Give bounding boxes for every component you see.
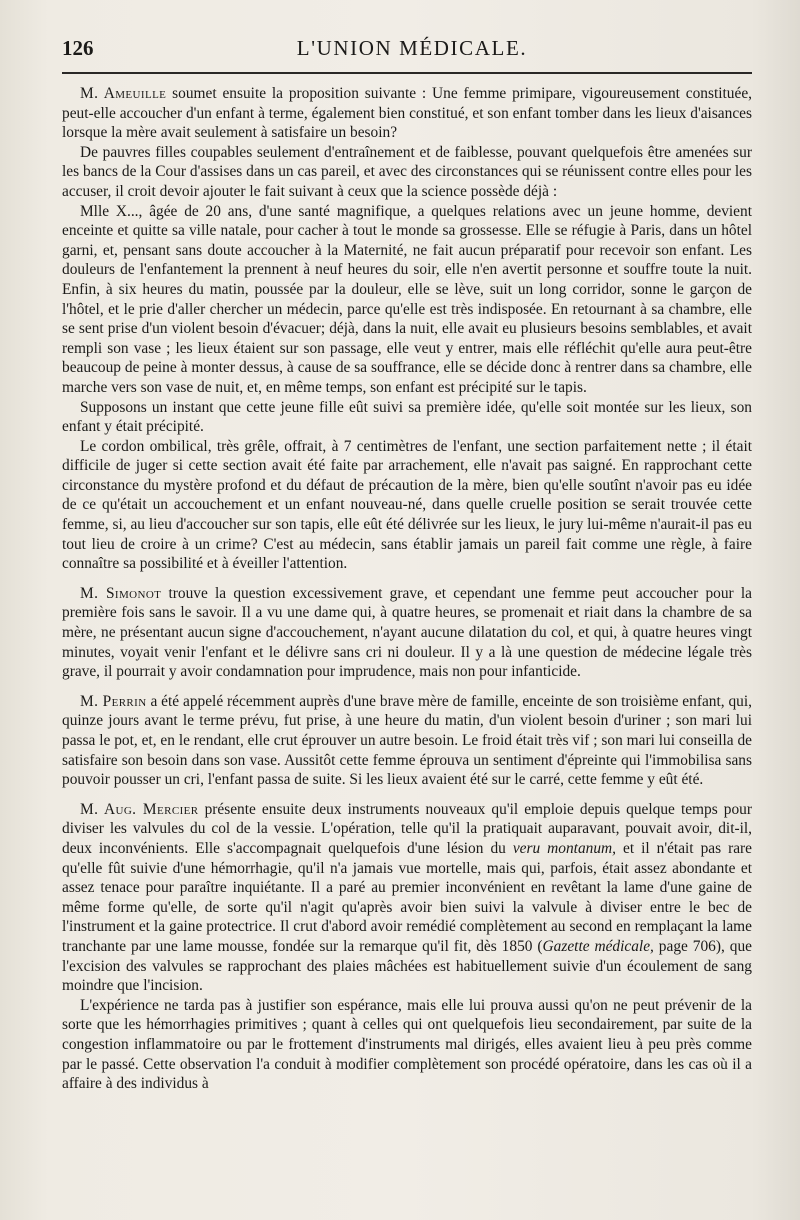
- page-number: 126: [62, 36, 94, 60]
- paragraph-text: page 706), que l'excision des valvules se rapprochant des plaies mâchées est habituellement suivie d'un écoulement de sang moindre que l'incision.: [62, 937, 752, 995]
- paragraph-simonot: [62, 584, 752, 682]
- paragraph-text-block: De pauvres filles coupables seulement d'entraînement et de faiblesse, pouvant quelquefois être amenées sur les bancs de la Cour d'assises dans un cas pareil, et avec des circonstances qui se réunissent contre elles pour les accuser, il croit devoir ajouter le fait suivant à ceux que la science possède déjà :: [62, 143, 752, 200]
- running-title: L'UNION MÉDICALE.: [296, 36, 528, 60]
- paragraph-text-block: L'expérience ne tarda pas à justifier son espérance, mais elle lui prouva aussi qu'on ne peut prévenir de la sorte que les hémorrhagies primitives ; quant à celles qui ont quelquefois lieu secondairement, par suite de la congestion inflammatoire ou par le frottement d'instruments mal dirigés, elles avaient lieu à peu près comme par le passé. Cette observation l'a conduit à modifier complètement son procédé opératoire, dans les cas où il a affaire à des individus à: [62, 996, 752, 1093]
- page-header: [62, 36, 752, 70]
- paragraph-mercier: [62, 800, 752, 996]
- paragraph-ameuille: [62, 84, 752, 143]
- paragraph-perrin: [62, 692, 752, 790]
- header-rule: [62, 72, 752, 74]
- paragraph-text: a été appelé récemment auprès d'une brave mère de famille, enceinte de son troisième enfant, qui, quinze jours avant le terme prévu, fut prise, à une heure du matin, d'un violent besoin d'uriner ; son mari lui passa le pot, et, en le rendant, elle crut éprouver un autre besoin. Le froid était très vif ; son mari lui conseilla de satisfaire son besoin dans son vase. Aussitôt cette femme éprouva un sentiment d'épreinte qui l'immobilisa sans pouvoir pousser un cri, l'enfant passa de suite. Si les lieux avaient été sur le carré, cette femme y eût été.: [62, 692, 752, 789]
- paragraph-text-block: Supposons un instant que cette jeune fille eût suivi sa première idée, qu'elle soit montée sur les lieux, son enfant y était précipité.: [62, 398, 752, 436]
- paragraph-text: trouve la question excessivement grave, et cependant une femme peut accoucher pour la première fois sans le savoir. Il a vu une dame qui, à quatre heures, se promenait et riait dans la chambre de sa mère, ne présentant aucun signe d'accouchement, n'ayant aucune dilatation du col, et qui, à quatre heures vingt minutes, voyait venir l'enfant et le délivre sans cri ni douleur. Il y a là une question de médecine légale très grave, il pourrait y avoir condamnation pour imprudence, mais non pour infanticide.: [62, 584, 752, 681]
- paragraph-text-block: Le cordon ombilical, très grêle, offrait, à 7 centimètres de l'enfant, une section parfaitement nette ; il était difficile de juger si cette section avait été faite par arrachement, elle n'avait pas saigné. En rapprochant cette circonstance du mystère profond et du défaut de précaution de la mère, bien qu'elle soutînt n'avoir pas eu idée de ce qu'était un accouchement et un enfant nouveau-né, dans quelle cruelle position se serait trouvée cette femme, si, au lieu d'accoucher sur son tapis, elle eût été délivrée sur les lieux, le jury lui-même n'aurait-il pas eu tout lieu de croire à un crime? C'est au médecin, sans établir jamais un pareil fait comme une règle, à faire connaître sa possibilité et à éveiller l'attention.: [62, 437, 752, 573]
- speaker-name: M. Aug. Mercier: [80, 800, 199, 818]
- document-body: [62, 84, 752, 1094]
- paragraph-text: soumet ensuite la proposition suivante : Une femme primipare, vigoureusement constituée, peut-elle accoucher d'un enfant à terme, également bien constitué, et son enfant tomber dans les lieux d'aisances lorsque la mère avait seulement à satisfaire un besoin?: [62, 85, 752, 142]
- paragraph-text: et il n'était pas rare qu'elle fût suivie d'une hémorrhagie, qu'il n'a jamais vue mortelle, mais qui, parfois, était assez abondante et assez tenace pour paraître inquiétante. Il a paré au premier inconvénient en revêtant la lame d'une gaine de même forme qu'elle, de sorte qu'il n'agit qu'après avoir bien suivi la valvule à diviser entre le bec de l'instrument et la gaine protectrice. Il crut d'abord avoir remédié complètement au second en remplaçant la lame tranchante par une lame mousse, fondée sur la remarque qu'il fit, dès 1850 (: [62, 839, 752, 955]
- italic-term: veru montanum,: [512, 839, 616, 857]
- speaker-name: M. Ameuille: [80, 85, 167, 102]
- citation-title: Gazette médicale,: [542, 937, 654, 955]
- paragraph-text: présente ensuite deux instruments nouveaux qu'il emploie depuis quelque temps pour diviser les valvules du col de la vessie. L'opération, telle qu'il la pratiquait auparavant, pouvait avoir, dit-il, deux inconvénients. Elle s'accompagnait quelquefois d'une lésion du: [62, 800, 752, 857]
- paragraph-case-report: Mlle X..., âgée de 20 ans, d'une santé magnifique, a quelques relations avec un jeune homme, devient enceinte et quitte sa ville natale, pour cacher à tout le monde sa grossesse. Elle se réfugie à Paris, dans un hôtel garni, et, pensant sans doute accoucher à la Maternité, ne fait aucun préparatif pour recevoir son enfant. Les douleurs de l'enfantement la prennent à neuf heures du soir, elle n'en avertit personne et souffre toute la nuit. Enfin, à six heures du matin, poussée par la douleur, elle se lève, suit un long corridor, sonne le garçon de l'hôtel, et le prie d'aller chercher un médecin, parce qu'elle est très indisposée. En retournant à sa chambre, elle se sent prise d'un violent besoin d'évacuer; déjà, dans la nuit, elle avait eu plusieurs besoins semblables, et avait rempli son vase ; les lieux étaient sur son passage, elle veut y entrer, mais elle réfléchit qu'elle aura peut-être beaucoup de peine à monter dessus, à cause de sa souffrance, elle se décide donc à rentrer dans sa chambre, elle marche vers son vase de nuit, et, en même temps, son enfant est précipité sur le tapis.: [62, 202, 752, 396]
- speaker-name: M. Perrin: [80, 692, 147, 710]
- speaker-name: M. Simonot: [80, 584, 162, 602]
